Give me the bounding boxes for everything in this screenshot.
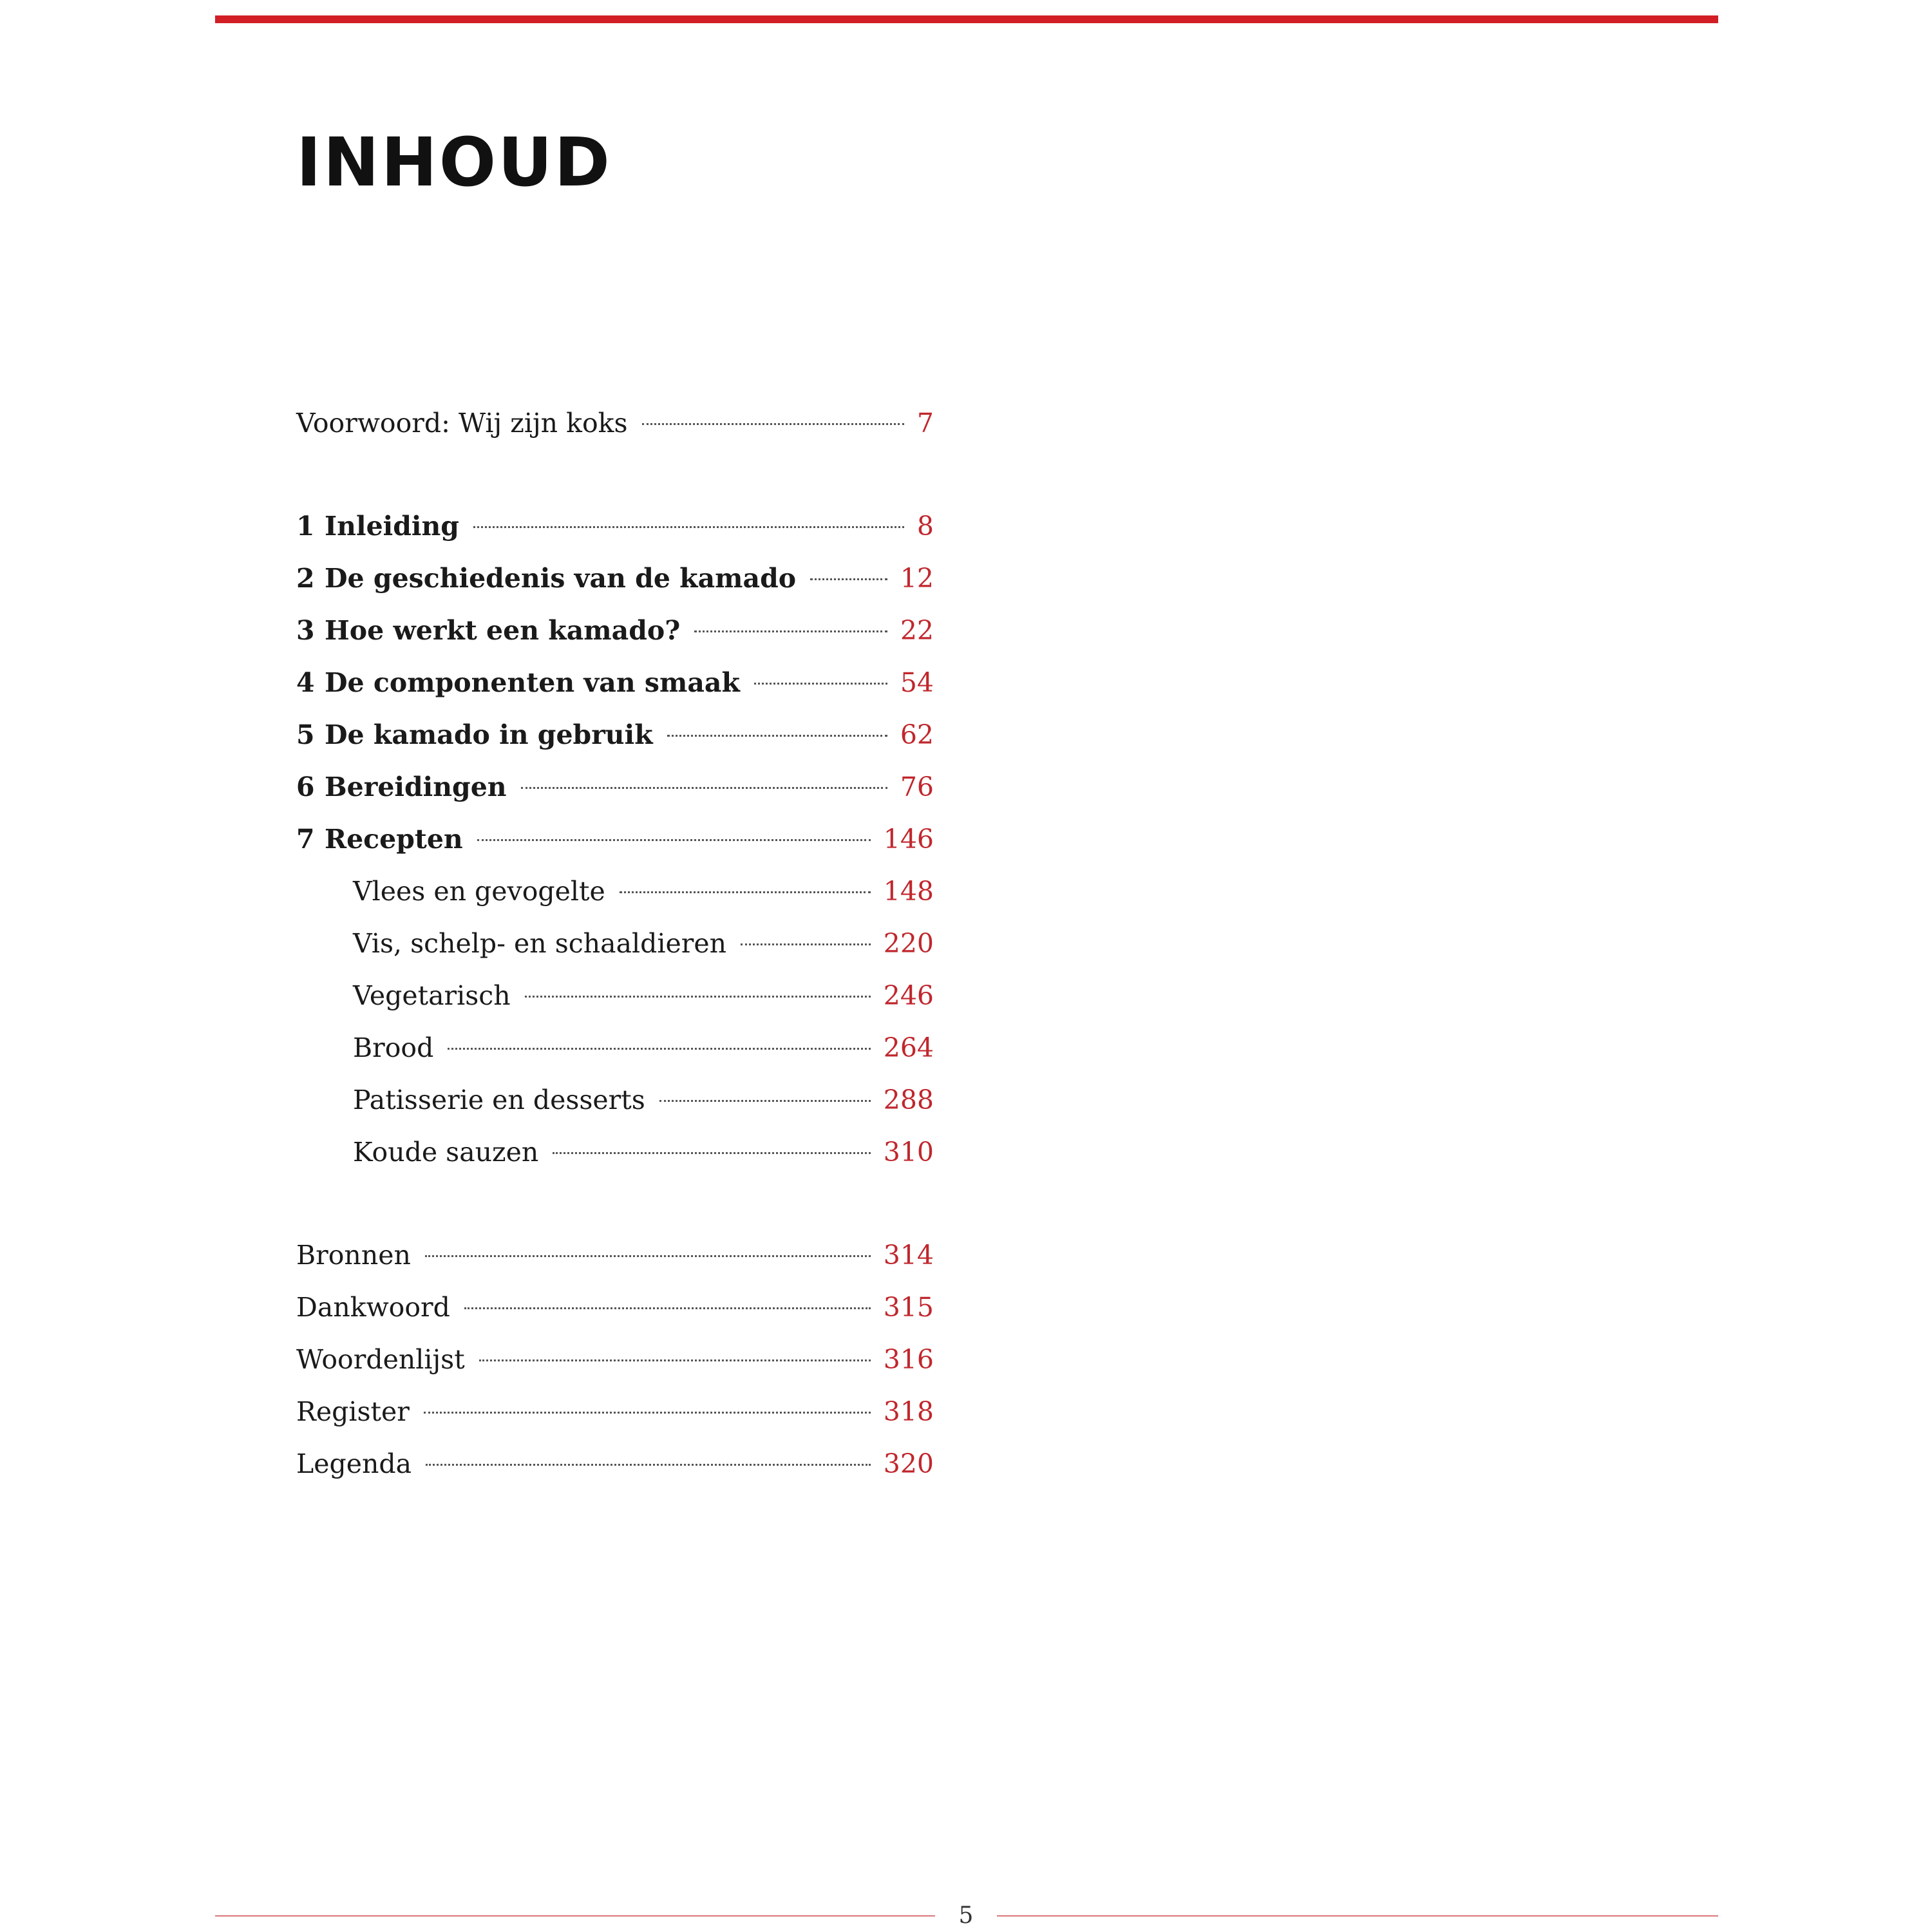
toc-subsection-koude-sauzen[interactable] bbox=[353, 1130, 934, 1175]
toc-page-number: 146 bbox=[883, 824, 934, 855]
toc-subsection-vegetarisch[interactable] bbox=[353, 973, 934, 1018]
chapter-title: Inleiding bbox=[325, 511, 459, 542]
chapter-title: Hoe werkt een kamado? bbox=[325, 615, 681, 646]
toc-entry-bronnen[interactable] bbox=[296, 1233, 934, 1278]
toc-entry-label: Legenda bbox=[296, 1448, 412, 1479]
toc-page-number: 288 bbox=[883, 1084, 934, 1115]
toc-entry-label: Voorwoord: Wij zijn koks bbox=[296, 408, 628, 439]
chapter-number: 6 bbox=[296, 772, 315, 802]
toc-page-number: 318 bbox=[883, 1396, 934, 1427]
toc-page-number: 7 bbox=[916, 408, 934, 439]
subsection-title: Vis, schelp- en schaaldieren bbox=[353, 928, 727, 959]
chapter-number: 1 bbox=[296, 511, 315, 542]
footer-rule-right bbox=[997, 1915, 1718, 1917]
toc-subsection-vlees[interactable] bbox=[353, 869, 934, 914]
toc-page-number: 148 bbox=[883, 876, 934, 907]
dot-leader bbox=[479, 1359, 871, 1361]
dot-leader bbox=[620, 891, 871, 893]
dot-leader bbox=[810, 578, 887, 580]
chapter-title: Bereidingen bbox=[325, 772, 507, 802]
toc-page-number: 315 bbox=[883, 1292, 934, 1323]
toc-chapter-6[interactable] bbox=[296, 764, 934, 810]
page-folio-number: 5 bbox=[958, 1902, 974, 1929]
subsection-title: Koude sauzen bbox=[353, 1137, 539, 1168]
toc-page-number: 22 bbox=[900, 615, 934, 646]
toc-page-number: 8 bbox=[916, 511, 934, 542]
toc-page-number: 76 bbox=[900, 772, 934, 802]
subsection-title: Vlees en gevogelte bbox=[353, 876, 605, 907]
toc-page-number: 320 bbox=[883, 1448, 934, 1479]
toc-page-number: 220 bbox=[883, 928, 934, 959]
dot-leader bbox=[477, 839, 871, 841]
toc-entry-label: Woordenlijst bbox=[296, 1344, 465, 1375]
dot-leader bbox=[448, 1048, 870, 1050]
dot-leader bbox=[754, 683, 887, 685]
chapter-title: De geschiedenis van de kamado bbox=[325, 563, 797, 594]
chapter-number: 2 bbox=[296, 563, 315, 594]
subsection-title: Vegetarisch bbox=[353, 980, 511, 1011]
chapter-number: 3 bbox=[296, 615, 315, 646]
chapter-number: 5 bbox=[296, 719, 315, 750]
toc-entry-label: Bronnen bbox=[296, 1240, 411, 1271]
chapter-title: De componenten van smaak bbox=[325, 667, 740, 698]
footer-rule-left bbox=[215, 1915, 935, 1917]
chapter-number: 4 bbox=[296, 667, 315, 698]
toc-entry-label: Dankwoord bbox=[296, 1292, 450, 1323]
dot-leader bbox=[473, 526, 904, 528]
toc-page-number: 310 bbox=[883, 1137, 934, 1168]
dot-leader bbox=[694, 630, 887, 632]
toc-subsection-vis[interactable] bbox=[353, 921, 934, 966]
toc-page-number: 314 bbox=[883, 1240, 934, 1271]
toc-chapter-1[interactable] bbox=[296, 504, 934, 549]
dot-leader bbox=[553, 1152, 870, 1154]
dot-leader bbox=[642, 423, 904, 425]
toc-page-number: 62 bbox=[900, 719, 934, 750]
toc-page-number: 12 bbox=[900, 563, 934, 594]
toc-chapter-3[interactable] bbox=[296, 608, 934, 653]
toc-chapter-4[interactable] bbox=[296, 660, 934, 705]
toc-chapter-5[interactable] bbox=[296, 712, 934, 757]
toc-entry-voorwoord[interactable] bbox=[296, 401, 934, 446]
toc-entry-register[interactable] bbox=[296, 1389, 934, 1434]
toc-page-number: 316 bbox=[883, 1344, 934, 1375]
toc-chapter-7[interactable] bbox=[296, 817, 934, 862]
chapter-number: 7 bbox=[296, 824, 315, 855]
toc-entry-legenda[interactable] bbox=[296, 1441, 934, 1486]
subsection-title: Patisserie en desserts bbox=[353, 1084, 645, 1115]
dot-leader bbox=[667, 735, 887, 737]
toc-entry-dankwoord[interactable] bbox=[296, 1285, 934, 1330]
dot-leader bbox=[425, 1255, 871, 1257]
toc-page-number: 54 bbox=[900, 667, 934, 698]
toc-page-number: 246 bbox=[883, 980, 934, 1011]
table-of-contents bbox=[296, 0, 934, 1932]
dot-leader bbox=[525, 996, 871, 998]
toc-entry-woordenlijst[interactable] bbox=[296, 1337, 934, 1382]
dot-leader bbox=[659, 1100, 871, 1102]
toc-chapter-2[interactable] bbox=[296, 556, 934, 601]
toc-page-number: 264 bbox=[883, 1032, 934, 1063]
page-title: INHOUD bbox=[296, 123, 612, 202]
toc-subsection-patisserie[interactable] bbox=[353, 1077, 934, 1122]
dot-leader bbox=[464, 1307, 871, 1309]
toc-entry-label: Register bbox=[296, 1396, 410, 1427]
dot-leader bbox=[741, 943, 871, 945]
toc-subsection-brood[interactable] bbox=[353, 1025, 934, 1070]
chapter-title: Recepten bbox=[325, 824, 463, 855]
dot-leader bbox=[426, 1464, 871, 1466]
dot-leader bbox=[424, 1412, 871, 1414]
dot-leader bbox=[521, 787, 887, 789]
subsection-title: Brood bbox=[353, 1032, 434, 1063]
chapter-title: De kamado in gebruik bbox=[325, 719, 653, 750]
